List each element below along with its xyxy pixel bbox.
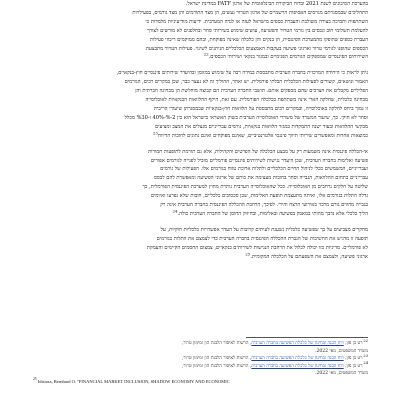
line-text: השירותים הפיננסיים שמספקים הגורמים הפנימיים ובמגזר בנקאי ושירותי הכספים. (208, 54, 368, 61)
footnote-number: 23 (363, 353, 368, 358)
footnote (32, 353, 368, 366)
line-text: ניתן לראות כי היחידה המרכזית בחברה הערבית מתבססת במידה רבה על שימוש במזומן ובהיעדר שירותים פיננסיים חוץ-בנקאיים, (116, 70, 368, 77)
paragraph-line (32, 114, 368, 123)
footnote-number: 24 (363, 361, 368, 366)
line-text: האמור ונושאים, קשורים לפעילות הכלכלית הבלתי פורמלית. יש ואחר, ההוליך זה לא נעצר כבר, שכן במקרים רבים, הגורמים (124, 79, 368, 86)
line-text: הכספים שהופנו לגורמי טרור וארגוני פשיעה בעקבות האמצעים הכלכליים הניתנים לשינוי. פעילות הטרור מתבצעת (145, 45, 368, 52)
line-text: אי-הכללה פיננסית אינה משמעות רק על מבצע הכלכלה של הפרטים והקהילות, אלא גם תורמת לתופעות חמורות (148, 148, 368, 155)
footnote-text: רט בן פזן, (345, 356, 363, 362)
footnote-text: רט בן פזן, (345, 341, 363, 346)
paragraph-line (32, 201, 368, 210)
line-text: פשיעה ואלימות בחברה הערבית, שכן היעדר נגישות לשירותים פיננסיים פורמליים מוביל לפנייה לגורמים אפורים (150, 157, 368, 164)
paragraph (32, 0, 368, 62)
footnote (32, 363, 368, 371)
paragraph-line (32, 148, 368, 157)
line-text: זו נמוך ביחס לחלקה באוכלוסייה, ובמקרים רבים מתבססת על הלוואות חוץ-בנקאיות שבמסגרתן שיעורי הריבית (153, 105, 368, 112)
line-text: בגבייה מהווים גורם מרכזי באירועי הרצח והירי. לפיכך, הרחבת ההכללה הפיננסית בחברה הערבית אינה רק (160, 202, 368, 209)
paragraph-line (32, 165, 368, 174)
line-text: ארגוני פשיעה, ולצמצם את השפעתם על הכלכלה המקומית. (250, 253, 368, 260)
line-text: תופעה זו מדגיש את החשיבות של הגברת ההכללה הפיננסית בחברה הערבית כדי לצמצם את התלות בגורמים (156, 235, 368, 242)
footnote (32, 340, 368, 348)
paragraph-line (32, 174, 368, 183)
footnote (32, 348, 368, 356)
footnote-text: רט בן פזן, (345, 363, 363, 369)
footnote-reference[interactable]: 24 (172, 209, 178, 214)
line-text: מבקשי ההלוואות ובעוד ישנה התמקדות במגזר הלוואות בנקאיות, גורמים עברייניים מנצלים את המצב ומציעים (154, 123, 368, 130)
paragraph-line (32, 132, 368, 141)
paragraph-line (32, 9, 368, 18)
line-text: לא פורמליים. מדיניות כזו יכולה לכלול את הרחבת הנגישות לשירותים בנקאיים, צמצום החסמים הקיימים והעמקת (146, 244, 368, 251)
paragraph-line (32, 157, 368, 166)
footnote-latin (32, 378, 368, 386)
line-text: השתתפות ותמיכה בצורה משולבת והעברת כספים מישראל לעזה או לגדה המערבית. ידיעות מודיעיניות מלמדות כי (145, 18, 368, 25)
footnote-text: משרד המשפטים, מאי 2022. (315, 348, 368, 354)
footnote-link[interactable]: דוח הבנה ובחינה של כלכלת הפשיעה בחברה הערבית (251, 356, 344, 362)
paragraph-line (32, 244, 368, 253)
footnote-reference[interactable]: 22 (203, 53, 209, 57)
footnote-text: Idisiora, Bernhard O. "FINANCIAL MARKET INCLUSION, SHADOW ECONOMY AND ECONOMIC (37, 378, 230, 384)
line-text: עברייניים בתחום ההלוואות, הגבייה וסחר בחובות מעצימה את כוחם של ארגוני הפשיעה ומאפשרת להם לבסס (154, 175, 368, 182)
footnote-reference[interactable]: 25 (245, 252, 251, 256)
line-text: מבחינה כלכלית, שחלקה הארי אינה משתתפת בכלכלה הפורמלית. עם זאת, היקף ההלוואות הבנקאיות לאוכלוסייה (145, 97, 368, 104)
line-text: ועברייניים, המשמשים ככלי לניהול החיים הכלכליים ולתלות ארוכת טווח בגורמים אלו. הפעילות של גורמים (160, 166, 368, 173)
line-text: הפליליים מקבלים את הצרכים שהם מספקים אותם. תושבי החברה הערבית הם קבוצה מוחלשת הן מבחינה חברתית והן (135, 88, 368, 95)
paragraph (32, 148, 368, 219)
footnote-source: , הרשות לאיסור הלבנת הון ומימון טרור, (181, 341, 252, 346)
footnote (32, 370, 368, 378)
line-text: שליטה על חלקים נרחבים מן האוכלוסייה. ככל שהאוכלוסייה הערבית נותרת מחוץ למערכת הפיננסית הפורמלית, כך (142, 184, 368, 191)
paragraph-line (32, 0, 368, 9)
line-text: התהליכים שבמסגרתם מגויסים האסיפות הרשמיים של ארגון הטרור נעשים, הן מצד התורמים והן מצד גורמים, בפעילויות (132, 9, 368, 16)
footnote-number: 25 (33, 377, 37, 382)
paragraph-line (32, 78, 368, 87)
paragraph-line (32, 192, 368, 201)
paragraph-line (32, 53, 368, 62)
paragraph-line (32, 18, 368, 27)
footnote-link[interactable]: דוח הבנה ובחינה של כלכלת הפשיעה בחברה הערבית (251, 341, 344, 346)
footnotes (32, 340, 368, 386)
footnote-source: , הרשות לאיסור הלבנת הון ומימון טרור, (181, 363, 252, 369)
line-text: כמוצאות אחרות ומאפשרים שירותי תיווך פיננסי אלטרנטיביים, שאינם מפוקחים ואינם נתונים לחובות הדיווח (157, 132, 368, 139)
paragraph (32, 226, 368, 262)
paragraph-line (32, 253, 368, 262)
footnote-number: 22 (363, 338, 368, 343)
paragraph (32, 69, 368, 140)
paragraph-line (32, 235, 368, 244)
line-text: מחקרים מצביעים על כך שפשיעה כלכלית נשענת לעיתים קרובות על העדר אפשרויות כלכליות חוקיות, על (160, 226, 368, 233)
footnote-link[interactable]: דוח הבנה ובחינה של כלכלת הפשיעה בחברה הערבית (251, 363, 344, 369)
paragraph-line (32, 210, 368, 219)
body-text (32, 0, 368, 268)
line-text: גדלה התלות בגורמים אלו, ואיתה מתעצמת תופעת האלימות, שכן סכסוכים כלכליים, חובות שלא נפרעו ואיומים (150, 193, 368, 200)
paragraph-line (32, 45, 368, 57)
line-text: להעלמת תשלומי חוב ונכסים בין גורמי הטרור והפשיעה, עושים שימוש בשירותי סחר ובחלפנים לא מורשים לצורך (147, 27, 368, 34)
line-text: העברת כספים שהופקו מהמערכת הפיננסית, הן בנקים והן כלכלה שאינה מפוקחת, ובהם ממוקמים ריכוזי פעילות (149, 36, 368, 43)
footnote-reference[interactable]: 23 (152, 131, 158, 135)
footnote-separator (246, 337, 368, 338)
line-text: בהערכת הסיכונים לשנת 2021 ובדוח הביקורת הבינלאומית של ארגון FATF במדינת ישראל. (185, 1, 368, 7)
footnote-source: , הרשות לאיסור הלבנת הון ומימון טרור, (181, 356, 252, 362)
paragraph-line (32, 105, 368, 114)
paragraph-line (32, 123, 368, 132)
paragraph-line (32, 69, 368, 78)
line-text: הליך כלכלי אלא נדבך מהותי במאבק בפשיעה ובאלימות, ובחיזוק החוסן של החברה הערבית כולה. (177, 210, 368, 217)
footnote-text: משרד המשפטים, מאי 2022. (315, 371, 368, 377)
paragraph-line (32, 96, 368, 105)
paragraph-line (32, 183, 368, 192)
paragraph-line (32, 27, 368, 36)
paragraph-line (32, 36, 368, 45)
line-text: וסחר לא חוקי. כך, שיעור המשרד של משרדי האוכלוסייה הערבית בשוק האשראי בישראל הוא בין 2-%-40% ו-%30 מכלל (124, 114, 368, 121)
paragraph-line (32, 226, 368, 235)
paragraph-line (32, 87, 368, 96)
